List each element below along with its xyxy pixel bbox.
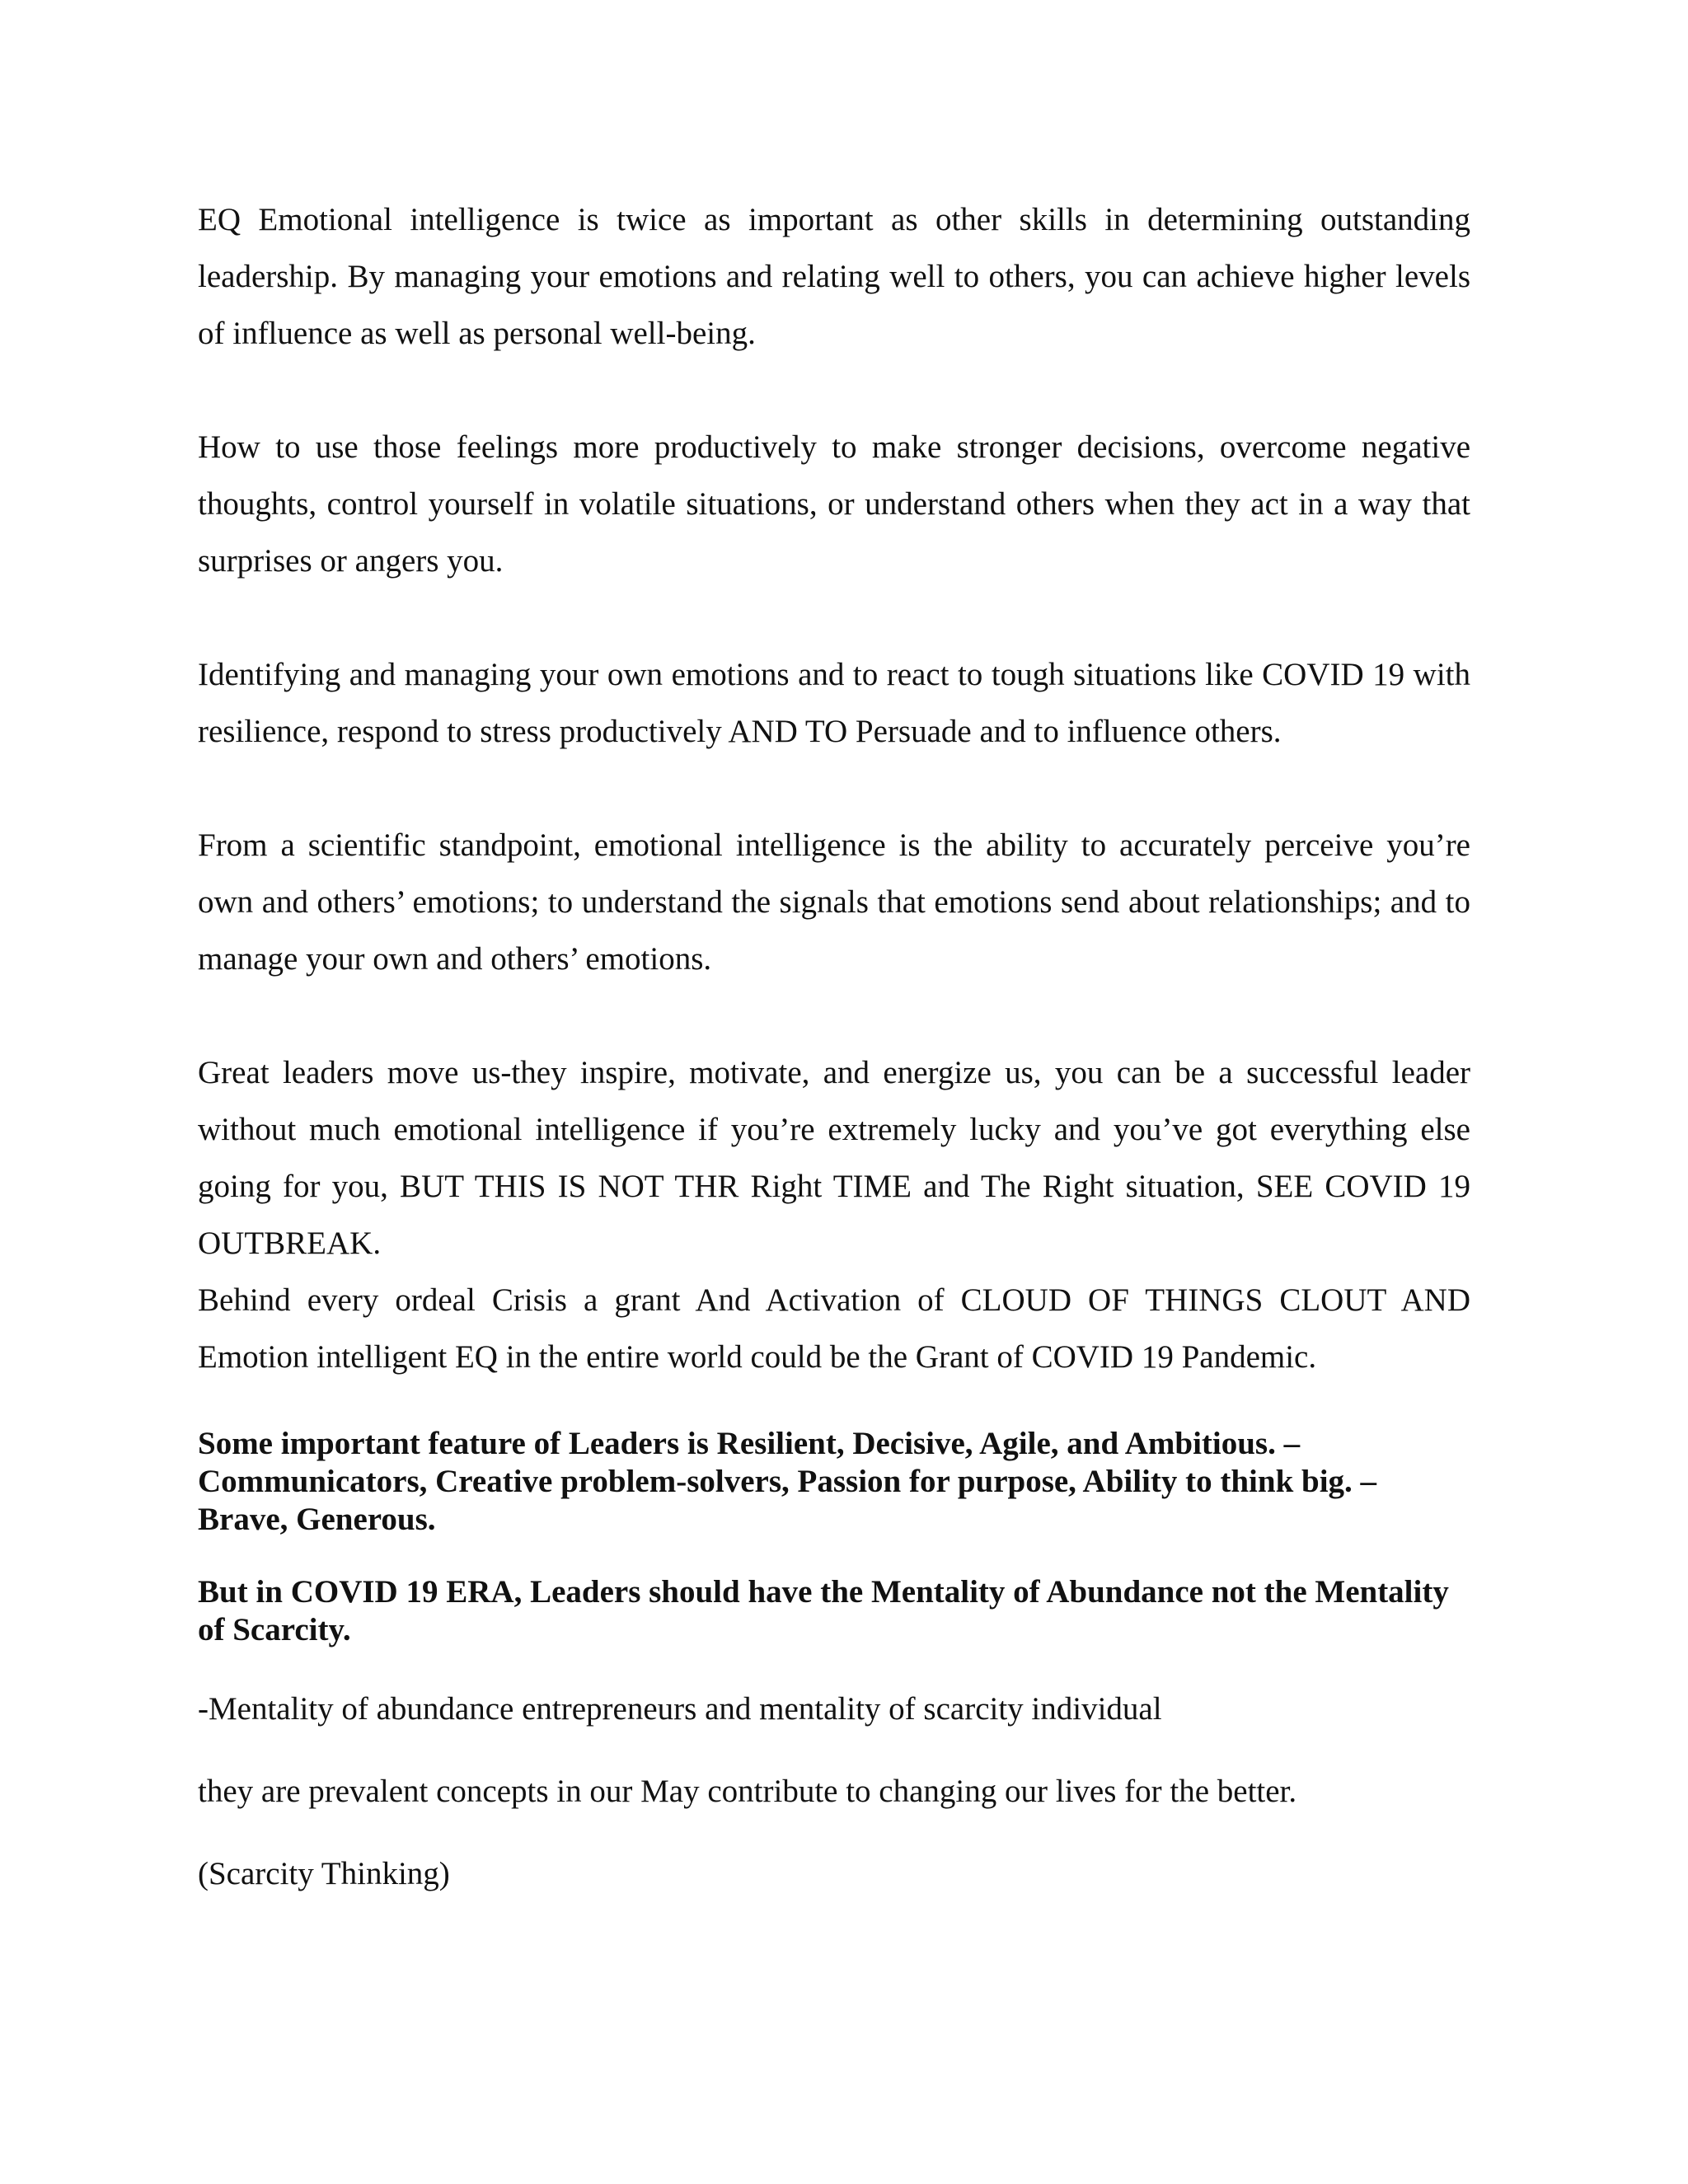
paragraph-eq-intro: EQ Emotional intelligence is twice as important as other skills in determining outstanding leadership. By managing your emotions and relating well to others, you can achieve higher levels of influence as well as personal well-being.: [198, 202, 1470, 351]
paragraph-managing-emotions: Identifying and managing your own emotions and to react to tough situations like COVID 19 with resilience, respond to stress productively AND TO Persuade and to influence others.: [198, 657, 1470, 749]
line-mentality-abundance: -Mentality of abundance entrepreneurs and mentality of scarcity individual: [198, 1691, 1162, 1727]
paragraph-great-leaders: Great leaders move us-they inspire, motivate, and energize us, you can be a successful leader without much emotional intelligence if you’re extremely lucky and you’ve got everything else going for you, BUT THIS IS NOT THR Right TIME and The Right situation, SEE COVID 19 OUTBREAK.: [198, 1055, 1470, 1261]
paragraph-using-feelings: How to use those feelings more productively to make stronger decisions, overcome negative thoughts, control yourself in volatile situations, or understand others when they act in a way that surprises or angers you.: [198, 429, 1470, 579]
bold-leader-features: Some important feature of Leaders is Resilient, Decisive, Agile, and Ambitious. – Communicators, Creative problem-solvers, Passion for purpose, Ability to think big. – Brave, Generous.: [198, 1426, 1377, 1537]
line-prevalent-concepts: they are prevalent concepts in our May contribute to changing our lives for the better.: [198, 1774, 1297, 1809]
paragraph-scientific-standpoint: From a scientific standpoint, emotional intelligence is the ability to accurately perceive you’re own and others’ emotions; to understand the signals that emotions send about relationships; and to manage your own and others’ emotions.: [198, 827, 1470, 977]
paragraph-behind-crisis: Behind every ordeal Crisis a grant And Activation of CLOUD OF THINGS CLOUT AND Emotion intelligent EQ in the entire world could be the Grant of COVID 19 Pandemic.: [198, 1282, 1470, 1375]
line-scarcity-thinking: (Scarcity Thinking): [198, 1856, 450, 1891]
bold-covid-era-mentality: But in COVID 19 ERA, Leaders should have the Mentality of Abundance not the Mentality of Scarcity.: [198, 1574, 1449, 1647]
document-body: [198, 191, 1470, 1893]
